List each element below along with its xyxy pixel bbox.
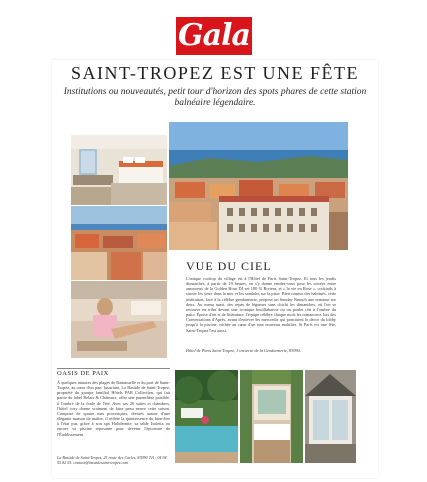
gala-logo: Gala (176, 17, 252, 55)
saint-tropez-aerial-photo (169, 122, 348, 250)
garden-pavilion-photo (305, 370, 356, 463)
rooftops-photo (71, 206, 167, 280)
article-title: SAINT-TROPEZ EST UNE FÊTE (70, 63, 359, 83)
sidebar-body-text: À quelques minutes des plages de Ramatuelle et du port de Saint-Tropez, au cœur d'un parc luxuriant, La Bastide de Saint-Tropez, propriété du groupe familial Hôtels PAR Collection, qui fait partie du label Relais & Châteaux, offre une parenthèse paisible, à l'ombre de la foule de l'été. Avec ses 26 suites et chambres, l'hôtel cosy donne vraiment de faire peau neuve cette saison. Composé de quatre mas provençaux, dressés autour d'une élégante maison de maître, il réfléte la quintessence du bien-être à l'état pur, grâce à son spa Holidermie, sa table Isoletta ou encore sa piscine reposante pour devenir l'épicentre de l'Établissement. (57, 380, 170, 437)
woman-on-terrace-photo (71, 281, 167, 358)
sidebar-rule (57, 368, 170, 369)
feature-body-text: L'unique rooftop du village est à l'Hôtel de Paris Saint-Tropez. Et tous les jeudis dimanches, à partir de 19 heures, on s'y donne rendez-vous pour les soirées entre amoureux de la Golden Hour DJ set 180 % Riviera, et « la vie en Rose », cocktails à siroter les yeux dans la mer et les sandales sur la piste. Bien connus des habitués, cette institution, face à la célèbre gendarmerie, propose un Sunday Brunch une semaine sur deux. Au menu aussi, des repas de légumes sans chichi les dimanches, où l'on se retrouve en tribu devant une iconique bouillabaisse ou un poulet rôti à l'ombre du patio. Éprise d'art et de littérature, l'équipe célèbre chaque mois les romanciers lors des Conversations d'Après, avant d'enlever les mercredis qui ponctuent le décor du lobby jusqu'à la piscine, nichée au cœur d'un tout nouveau mobilier. Si Paris est une fête, Saint-Tropez l'est aussi. (186, 276, 336, 333)
bedroom-photo (71, 135, 167, 205)
garden-pool-photo (175, 370, 238, 463)
feature-heading: VUE DU CIEL (186, 259, 272, 273)
sidebar-address: La Bastide de Saint-Tropez, 25 route des Carles, 83990 Tél : 04 94 55 82 55. contact@bastidesaint-tropez.com (57, 455, 167, 465)
hotel-room-photo (240, 370, 303, 463)
sidebar-heading: OASIS DE PAIX (57, 370, 109, 377)
article-subtitle: Institutions ou nouveautés, petit tour d'horizon des spots phares de cette station balnéaire légendaire. (63, 87, 367, 108)
feature-address-caption: Hôtel de Paris Saint-Tropez, 1 traverse de la Gendarmerie, 83990. (186, 348, 301, 353)
